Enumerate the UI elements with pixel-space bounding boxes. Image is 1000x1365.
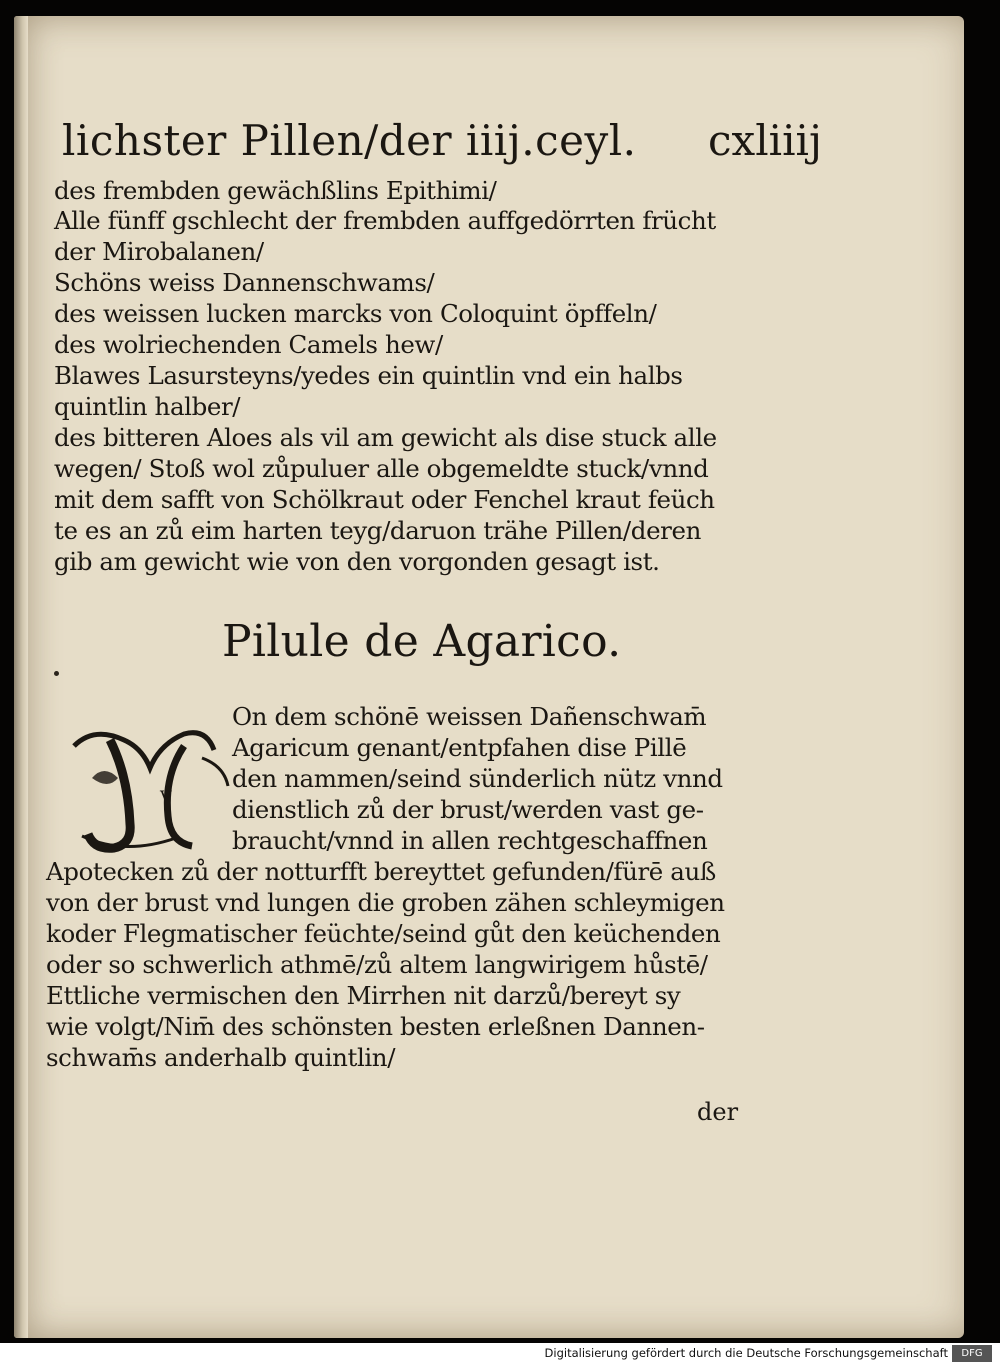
text-line: der Mirobalanen/ (54, 237, 264, 266)
text-line: koder Flegmatischer feüchte/seind gůt den keüchenden (46, 919, 721, 948)
text-line: Schöns weiss Dannenschwams/ (54, 268, 435, 297)
footer-bar (0, 1343, 1000, 1365)
page-gutter-edge (14, 16, 28, 1338)
text-line: des wolriechenden Camels hew/ (54, 330, 443, 359)
running-title: lichster Pillen/der iiij.ceyl. (62, 116, 637, 165)
text-line: oder so schwerlich athmē/zů altem langwirigem hůstē/ (46, 950, 708, 979)
text-line: On dem schönē weissen Dañenschwam̄ (232, 702, 707, 731)
text-line: braucht/vnnd in allen rechtgeschaffnen (232, 826, 708, 855)
dfg-logo-icon: DFG (952, 1345, 992, 1362)
text-line: wegen/ Stoß wol zůpuluer alle obgemeldte stuck/vnnd (54, 454, 709, 483)
catchword: der (697, 1098, 739, 1126)
initial-letter: V (160, 787, 172, 806)
text-line: Blawes Lasursteyns/yedes ein quintlin vnd ein halbs (54, 361, 683, 390)
text-line: des bitteren Aloes als vil am gewicht als dise stuck alle (54, 423, 717, 452)
section-heading: Pilule de Agarico. (222, 616, 622, 667)
text-line: Agaricum genant/entpfahen dise Pillē (232, 733, 687, 762)
margin-dot (54, 671, 59, 676)
text-line: den nammen/seind sünderlich nütz vnnd (232, 764, 723, 793)
text-line: von der brust vnd lungen die groben zähen schleymigen (46, 888, 725, 917)
funding-credit: Digitalisierung gefördert durch die Deutsche Forschungsgemeinschaft (544, 1346, 948, 1360)
decorated-initial (64, 706, 234, 856)
text-line: gib am gewicht wie von den vorgonden gesagt ist. (54, 547, 660, 576)
initial-flourish-icon (64, 706, 234, 856)
text-line: Ettliche vermischen den Mirrhen nit darzů/bereyt sy (46, 981, 681, 1010)
text-line: quintlin halber/ (54, 392, 241, 421)
text-line: Apotecken zů der notturfft bereyttet gefunden/fürē auß (46, 857, 716, 886)
text-line: Alle fünff gschlecht der frembden auffgedörrten frücht (54, 206, 716, 235)
text-line: schwam̄s anderhalb quintlin/ (46, 1043, 396, 1072)
text-line: dienstlich zů der brust/werden vast ge- (232, 795, 704, 824)
text-line: wie volgt/Nim̄ des schönsten besten erleßnen Dannen- (46, 1012, 705, 1041)
text-line: te es an zů eim harten teyg/daruon trähe Pillen/deren (54, 516, 701, 545)
text-line: des weissen lucken marcks von Coloquint öpffeln/ (54, 299, 657, 328)
book-page (14, 16, 964, 1338)
text-line: mit dem safft von Schölkraut oder Fenchel kraut feüch (54, 485, 715, 514)
folio-number: cxliiij (708, 116, 822, 165)
text-line: des frembden gewächßlins Epithimi/ (54, 176, 497, 205)
